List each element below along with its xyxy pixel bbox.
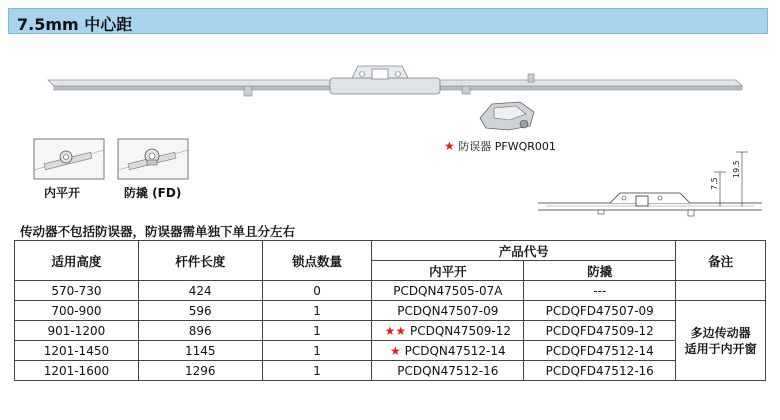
cell-inward-code — [372, 301, 524, 321]
anti-misoperation-device-image — [480, 102, 534, 130]
cell-height: 700-900 — [15, 301, 139, 321]
inward-code-text: PCDQN47505-07A — [393, 283, 503, 298]
red-star-icon: ★ — [444, 139, 455, 153]
cell-rod-length: 424 — [138, 281, 262, 301]
inward-opening-label: 内平开 — [44, 186, 81, 200]
cell-lock-points: 1 — [262, 301, 372, 321]
dimension-7-5: 7.5 — [710, 177, 719, 190]
table-row — [15, 361, 766, 381]
cell-rod-length: 896 — [138, 321, 262, 341]
inward-code-text: PCDQN47507-09 — [397, 303, 499, 318]
cell-anti-lift-code: PCDQFD47512-16 — [524, 361, 676, 381]
red-star-icon: ★ — [390, 343, 401, 358]
cell-lock-points: 1 — [262, 341, 372, 361]
cell-anti-lift-code: --- — [524, 281, 676, 301]
cell-rod-length: 1296 — [138, 361, 262, 381]
cell-lock-points: 1 — [262, 361, 372, 381]
page-title: 7.5mm 中心距 — [17, 15, 133, 34]
cell-anti-lift-code: PCDQFD47507-09 — [524, 301, 676, 321]
header-rod-length: 杆件长度 — [138, 241, 262, 281]
title-bar — [8, 8, 768, 34]
cell-rod-length: 1145 — [138, 341, 262, 361]
cell-lock-points: 1 — [262, 321, 372, 341]
dimension-19-5: 19.5 — [732, 160, 741, 178]
inward-code-text: PCDQN47512-16 — [397, 363, 499, 378]
cell-height: 901-1200 — [15, 321, 139, 341]
red-star-icon: ★★ — [384, 323, 407, 338]
header-product-code: 产品代号 — [372, 241, 676, 261]
anti-lift-label: 防撬 (FD) — [124, 186, 182, 200]
header-inward: 内平开 — [372, 261, 524, 281]
cell-inward-code — [372, 281, 524, 301]
part-caption — [444, 138, 556, 154]
cell-remarks — [676, 301, 766, 381]
header-lock-points: 锁点数量 — [262, 241, 372, 281]
cell-anti-lift-code: PCDQFD47512-14 — [524, 341, 676, 361]
remark-line-2: 适用于内开窗 — [684, 341, 757, 356]
transmission-rod-image — [48, 66, 742, 96]
cell-anti-lift-code: PCDQFD47509-12 — [524, 321, 676, 341]
header-height: 适用高度 — [15, 241, 139, 281]
inward-code-text: PCDQN47509-12 — [409, 323, 512, 338]
header-anti-lift: 防撬 — [524, 261, 676, 281]
inward-code-text: PCDQN47512-14 — [404, 343, 506, 358]
table-row — [15, 301, 766, 321]
cell-height: 570-730 — [15, 281, 139, 301]
cell-inward-code — [372, 361, 524, 381]
part-caption-text: 防误器 PFWQR001 — [458, 140, 556, 153]
remark-line-1: 多边传动器 — [690, 325, 751, 340]
product-illustrations — [0, 36, 780, 226]
cell-inward-code — [372, 321, 524, 341]
cell-height: 1201-1600 — [15, 361, 139, 381]
inward-opening-figure — [34, 139, 104, 179]
technical-drawing — [538, 152, 762, 216]
cell-inward-code — [372, 341, 524, 361]
header-remarks: 备注 — [676, 241, 766, 281]
cell-rod-length: 596 — [138, 301, 262, 321]
cell-lock-points: 0 — [262, 281, 372, 301]
product-table — [14, 240, 766, 381]
cell-remark-empty — [676, 281, 766, 301]
table-row — [15, 341, 766, 361]
order-note: 传动器不包括防误器，防误器需单独下单且分左右 — [20, 224, 296, 239]
cell-height: 1201-1450 — [15, 341, 139, 361]
table-row — [15, 321, 766, 341]
anti-lift-figure — [118, 139, 188, 179]
table-row — [15, 281, 766, 301]
